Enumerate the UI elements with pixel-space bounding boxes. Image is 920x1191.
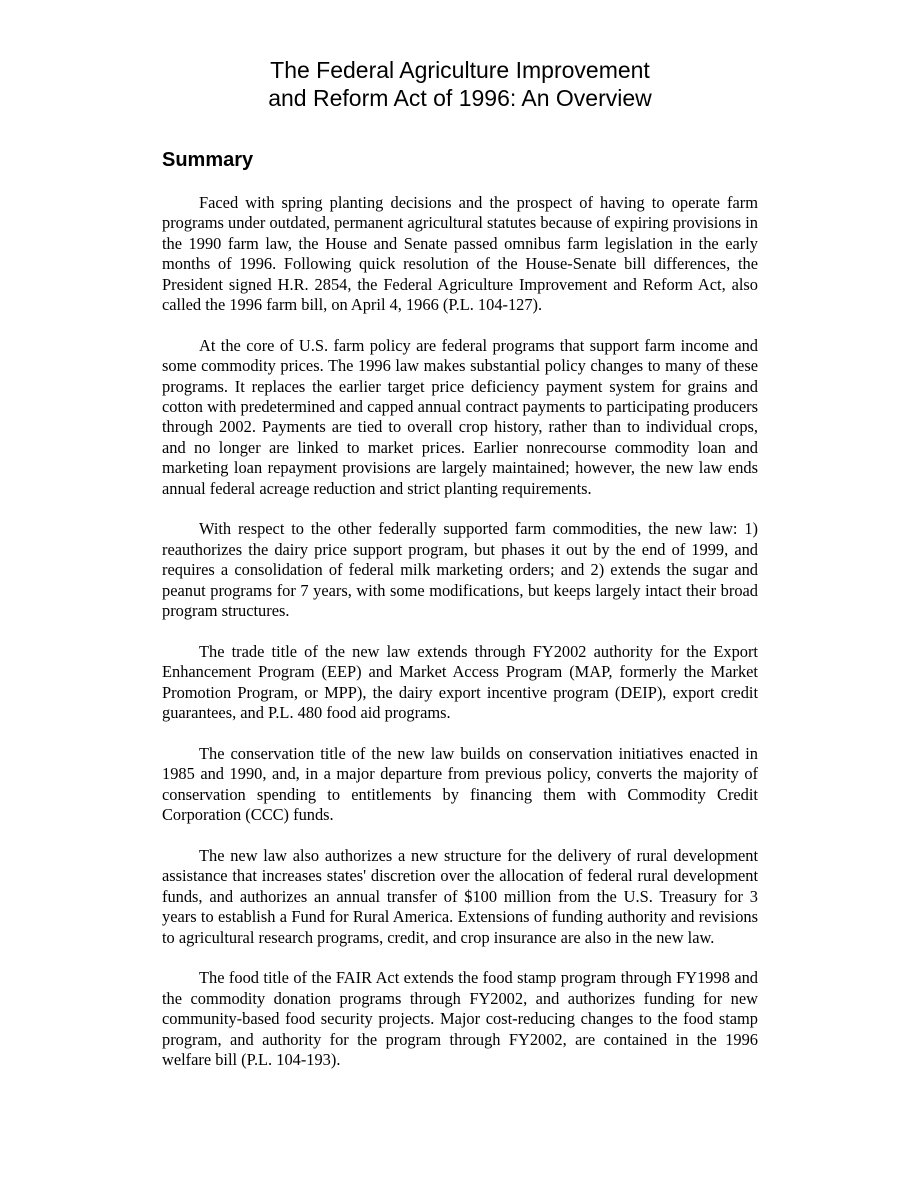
title-line-1: The Federal Agriculture Improvement [270,57,650,83]
document-title [0,56,920,112]
paragraph-other-commodities: With respect to the other federally supported farm commodities, the new law: 1) reauthorizes the dairy price support program, but phases it out by the end of 1999, and requires a consolidation of federal milk marketing orders; and 2) extends the sugar and peanut programs for 7 years, with some modifications, but keeps largely intact their broad program structures. [162,519,758,621]
section-heading-summary: Summary [162,149,254,171]
paragraph-farm-bill-passage: Faced with spring planting decisions and the prospect of having to operate farm programs under outdated, permanent agricultural statutes because of expiring provisions in the 1990 farm law, the House and Senate passed omnibus farm legislation in the early months of 1996. Following quick resolution of the House-Senate bill differences, the President signed H.R. 2854, the Federal Agriculture Improvement and Reform Act, also called the 1996 farm bill, on April 4, 1966 (P.L. 104-127). [162,193,758,315]
title-line-2: and Reform Act of 1996: An Overview [268,85,652,111]
paragraph-conservation-title: The conservation title of the new law builds on conservation initiatives enacted in 1985 and 1990, and, in a major departure from previous policy, converts the majority of conservation spending to entitlements by financing them with Commodity Credit Corporation (CCC) funds. [162,743,758,825]
paragraph-food-title: The food title of the FAIR Act extends the food stamp program through FY1998 and the commodity donation programs through FY2002, and authorizes funding for new community-based food security projects. Major cost-reducing changes to the food stamp program, and authority for the program through FY2002, are contained in the 1996 welfare bill (P.L. 104-193). [162,968,758,1069]
paragraph-trade-title: The trade title of the new law extends through FY2002 authority for the Export Enhancement Program (EEP) and Market Access Program (MAP, formerly the Market Promotion Program, or MPP), the dairy export incentive program (DEIP), export credit guarantees, and P.L. 480 food aid programs. [162,641,758,723]
summary-body [162,193,758,1070]
paragraph-farm-policy-core: At the core of U.S. farm policy are federal programs that support farm income and some commodity prices. The 1996 law makes substantial policy changes to many of these programs. It replaces the earlier target price deficiency payment system for grains and cotton with predetermined and capped annual contract payments to participating producers through 2002. Payments are tied to overall crop history, rather than to individual crops, and no longer are linked to market prices. Earlier nonrecourse commodity loan and marketing loan repayment provisions are largely maintained; however, the new law ends annual federal acreage reduction and strict planting requirements. [162,335,758,498]
paragraph-rural-development: The new law also authorizes a new structure for the delivery of rural development assistance that increases states' discretion over the allocation of federal rural development funds, and authorizes an annual transfer of $100 million from the U.S. Treasury for 3 years to establish a Fund for Rural America. Extensions of funding authority and revisions to agricultural research programs, credit, and crop insurance are also in the new law. [162,845,758,947]
